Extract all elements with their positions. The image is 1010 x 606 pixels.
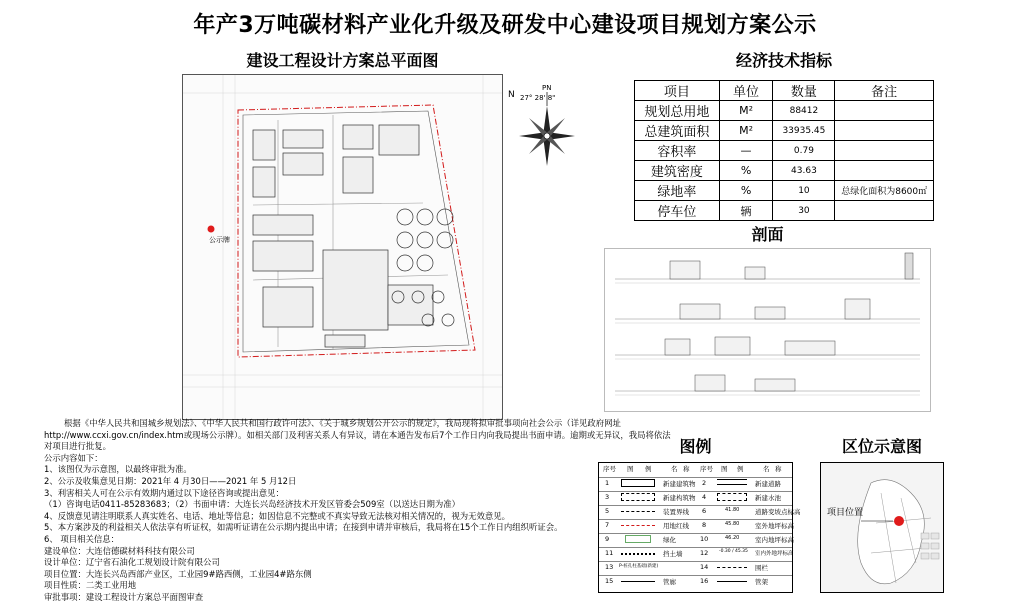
notice-line: 项目位置：大连长兴岛西部产业区，工业园9#路西侧，工业园4#路东侧 [44,568,312,579]
econ-item: 建筑密度 [635,161,720,181]
econ-col-qty: 数量 [773,81,835,101]
econ-row [635,181,934,201]
location-map [820,462,944,593]
legend-table [598,462,801,593]
retaining-wall-symbol [621,553,655,555]
econ-qty: 0.79 [773,141,835,161]
notice-board-label: 公示牌 [209,236,230,244]
econ-col-note: 备注 [835,81,934,101]
legend-row: 9 绿化 10 46.20 室内地坪标高 [599,533,792,544]
econ-row [635,201,934,221]
notice-line: 对项目进行批复。 [44,441,111,452]
econ-col-item: 项目 [635,81,720,101]
legend-row: 3 新建构筑物 4 新建水池 [599,491,792,502]
notice-line: 6、 项目相关信息： [44,533,119,544]
legend-row: 11 挡土墙 12 -0.30 / 45.35 室内外地坪标高 [599,547,792,558]
project-location-marker [894,516,904,526]
legend-row: 7 用地红线 8 45.80 室外地坪标高 [599,519,792,530]
location-map-svg [821,463,944,593]
notice-line: 5、本方案涉及的利益相关人依法享有听证权，如需听证请在公示期内提出申请；在接到申请并审核后，我局将在15个工作日内组织听证会。 [44,522,563,533]
site-plan-drawing [182,74,503,420]
project-location-label: 项目位置 [827,508,864,518]
econ-note: 总绿化面积为8600㎡ [835,181,934,201]
legend-row: 5 装置界线 6 41.80 道路变坡点标高 [599,505,792,516]
notice-line: 项目性质：二类工业用地 [44,580,137,591]
notice-line: 2、公示及收集意见日期：2021年 4 月30日——2021 年 5 月12日 [44,475,297,486]
site-plan-svg [183,75,503,420]
econ-row [635,161,934,181]
econ-qty: 33935.45 [773,121,835,141]
new-pool-symbol [717,493,747,501]
econ-unit: M² [719,121,773,141]
red-line-symbol [621,525,655,526]
legend-row: 13 P-桩孔柱基础(新建) 14 围栏 [599,561,792,572]
location-heading: 区位示意图 [841,437,922,456]
section-heading: 剖面 [751,225,784,244]
econ-row [635,141,934,161]
econ-note [835,161,934,181]
notice-line: 建设单位：大连信德碳材料科技有限公司 [44,545,195,556]
notice-line: （1）咨询电话0411-85283683；（2）书面申请：大连长兴岛经济技术开发区管委会509室（以送达日期为准） [44,499,461,510]
site-plan-heading: 建设工程设计方案总平面图 [246,51,439,70]
legend-header-row: 序号 图 例 名 称 序号 图 例 名 称 [603,465,782,473]
notice-line: 1、该图仅为示意图，以最终审批为准。 [44,464,192,475]
new-road-symbol [717,479,747,485]
econ-qty: 88412 [773,101,835,121]
notice-line: 设计单位：辽宁省石油化工规划设计院有限公司 [44,557,220,568]
section-svg [605,249,931,412]
econ-header-row [635,81,934,101]
notice-line: http://www.ccxi.gov.cn/index.htm或现场公示牌）。如相关部门及利害关系人有异议，请在本通告发布后7个工作日内向我局提出书面申请。逾期或无异议，我局将依法 [44,429,671,440]
new-structure-symbol [621,493,655,501]
notice-line: 公示内容如下： [44,452,103,463]
notice-line: 3、利害相关人可在公示有效期内通过以下途径咨询或提出意见： [44,487,284,498]
pipe-rack-symbol [717,581,747,582]
north-letter: N [508,90,515,100]
north-label: PN [542,84,552,92]
econ-col-unit: 单位 [719,81,773,101]
legend-row: 1 新建建筑物 2 新建道路 [599,477,792,488]
pipe-gallery-symbol [621,581,655,582]
page-title: 年产3万吨碳材料产业化升级及研发中心建设项目规划方案公示 [193,13,817,38]
econ-note [835,201,934,221]
fence-symbol [717,567,747,568]
econ-note [835,101,934,121]
econ-qty: 30 [773,201,835,221]
new-building-symbol [621,479,655,487]
notice-board-marker [208,226,215,233]
notice-line: 根据《中华人民共和国城乡规划法》、《中华人民共和国行政许可法》、《关于城乡规划公开公示的规定》，我局现将拟审批事项向社会公示（详见政府网址 [64,418,621,428]
notice-line: 4、反馈意见请注明联系人真实姓名、电话、地址等信息；如因信息不完整或不真实导致无法核对相关情况的，视为无效意见。 [44,510,510,521]
econ-item: 绿地率 [635,181,720,201]
econ-row [635,121,934,141]
device-boundary-symbol [621,511,655,512]
econ-unit: — [719,141,773,161]
econ-item: 总建筑面积 [635,121,720,141]
section-drawing [604,248,931,412]
econ-unit: 辆 [719,201,773,221]
econ-unit: % [719,161,773,181]
econ-row [635,101,934,121]
notice-text [30,418,671,604]
econ-heading: 经济技术指标 [735,51,832,70]
greenery-symbol [625,535,651,543]
econ-unit: % [719,181,773,201]
econ-qty: 10 [773,181,835,201]
econ-item: 容积率 [635,141,720,161]
econ-note [835,121,934,141]
legend-heading: 图例 [679,437,712,456]
econ-qty: 43.63 [773,161,835,181]
econ-item: 规划总用地 [635,101,720,121]
econ-unit: M² [719,101,773,121]
legend-row: 15 管廊 16 管架 [599,575,792,586]
notice-line: 审批事项：建设工程设计方案总平面图审查 [44,591,204,602]
econ-item: 停车位 [635,201,720,221]
north-angle: 27° 28' 8" [520,94,556,102]
econ-table [634,80,934,221]
econ-note [835,141,934,161]
